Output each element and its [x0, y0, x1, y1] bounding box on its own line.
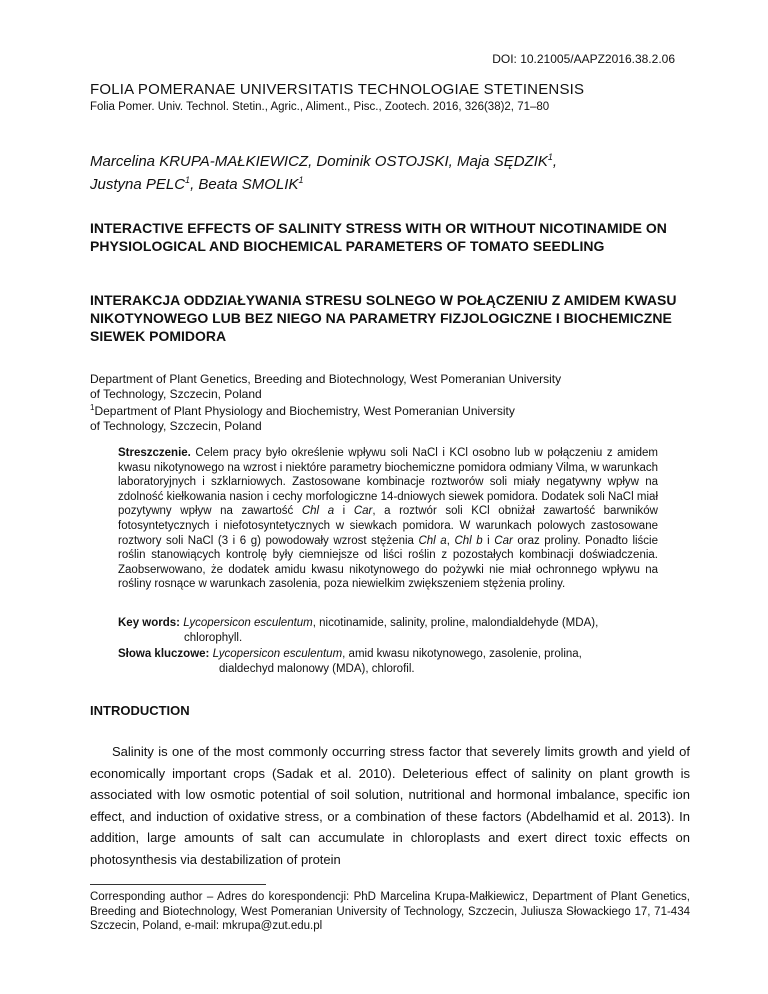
footnote-divider: [90, 884, 266, 885]
introduction-paragraph: Salinity is one of the most commonly occurring stress factor that severely limits growth and yield of economically important crops (Sadak et al. 2010). Deleterious effect of salinity on plant growth is associated with low osmotic potential of soil solution, nutritional and hormonal imbalance, specific ion effect, and induction of oxidative stress, or a combination of these factors (Abdelhamid et al. 2013). In addition, large amounts of salt can accumulate in chloroplasts and exert direct toxic effects on photosynthesis via destabilization of protein: [90, 744, 690, 867]
author-smolik: , Beata SMOLIK: [190, 176, 299, 193]
abstract-term: Chl a: [301, 505, 335, 518]
keywords-text: , amid kwasu nikotynowego, zasolenie, prolina,: [342, 648, 582, 660]
abstract-term: Car: [494, 534, 513, 547]
authors-punct: ,: [552, 153, 558, 170]
keywords-species: Lycopersicon esculentum: [183, 617, 313, 629]
journal-citation: Folia Pomer. Univ. Technol. Stetin., Agric., Aliment., Pisc., Zootech. 2016, 326(38)2, 71–80: [90, 101, 550, 113]
journal-name: FOLIA POMERANAE UNIVERSITATIS TECHNOLOGIAE STETINENSIS: [90, 81, 585, 98]
authors-line1: Marcelina KRUPA-MAŁKIEWICZ, Dominik OSTOJSKI, Maja SĘDZIK: [90, 153, 548, 170]
keywords-text: chlorophyll.: [184, 631, 243, 644]
abstract-term: Chl b: [454, 534, 483, 547]
keywords-text: , nicotinamide, salinity, proline, malondialdehyde (MDA),: [312, 617, 599, 629]
abstract-label: Streszczenie.: [118, 447, 191, 459]
abstract-term: Car: [353, 505, 373, 518]
abstract-text: Celem pracy było określenie wpływu soli NaCl i KCl osobno lub w połączeniu z amidem kwasu nikotynowego na wzrost i niektóre parametry biochemiczne pomidora odmiany Vilma, w warunkach laboratoryjnych i szklarniowych. Zastosowane kombinacje roztworów soli miały negatywny wpływ na zdolność kiełkowania nasion i cechy morfologiczne 14-dniowych siewek pomidora. Dodatek soli NaCl miał pozytywny wpływ na zawartość: [118, 447, 658, 518]
doi: DOI: 10.21005/AAPZ2016.38.2.06: [492, 52, 675, 66]
abstract-text: , a roztwór soli KCl obniżał zawartość barwników fotosyntetycznych i niefotosyntetycznych w siewkach pomidora. W warunkach polowych zastosowane roztwory soli NaCl (3 i 6 g) powodowały wzrost stężenia: [118, 505, 658, 547]
affil-line: of Technology, Szczecin, Poland: [90, 418, 262, 433]
title-english: INTERACTIVE EFFECTS OF SALINITY STRESS WITH OR WITHOUT NICOTINAMIDE ON PHYSIOLOGICAL AND BIOCHEMICAL PARAMETERS OF TOMATO SEEDLING: [90, 220, 667, 254]
title-polish: INTERAKCJA ODDZIAŁYWANIA STRESU SOLNEGO W POŁĄCZENIU Z AMIDEM KWASU NIKOTYNOWEGO LUB BEZ NIEGO NA PARAMETRY FIZJOLOGICZNE I BIOCHEMICZNE SIEWEK POMIDORA: [90, 292, 677, 344]
abstract-term: Chl a: [418, 534, 447, 547]
keywords-english: [118, 616, 658, 645]
keywords-polish: [118, 647, 658, 676]
abstract-text: oraz proliny. Ponadto liście roślin stanowiących kontrolę były ciemniejsze od liści roślin z pozostałych kombinacji doświadczenia. Zaobserwowano, że dodatek amidu kwasu nikotynowego do pożywki nie miał ochronnego wpływu na rośliny rosnące w warunkach zasolenia, poza niewielkim zwiększeniem stężenia proliny.: [118, 534, 659, 591]
affil-marker: 1: [90, 403, 95, 413]
footnote-corresponding-author: Corresponding author – Adres do korespondencji: PhD Marcelina Krupa-Małkiewicz, Department of Plant Genetics, Breeding and Biotechnology, West Pomeranian University of Technology, Szczecin, Juliusza Słowackiego 17, 71-434 Szczecin, Poland, e-mail: mkrupa@zut.edu.pl: [90, 891, 690, 932]
abstract-text: i: [334, 505, 354, 518]
abstract-text: i: [482, 534, 495, 547]
affil-line: Department of Plant Physiology and Biochemistry, West Pomeranian University: [94, 404, 515, 419]
keywords-text: dialdechyd malonowy (MDA), chlorofil.: [219, 662, 415, 675]
abstract-text: ,: [446, 534, 455, 547]
affil-marker: 1: [185, 175, 191, 185]
abstract: [118, 446, 658, 592]
affil-marker: 1: [547, 152, 553, 162]
keywords-label: Słowa kluczowe:: [118, 648, 210, 660]
affiliations: [90, 372, 690, 433]
affil-line: Department of Plant Genetics, Breeding and Biotechnology, West Pomeranian University: [90, 372, 562, 386]
keywords-species: Lycopersicon esculentum: [212, 648, 343, 660]
affil-marker: 1: [298, 175, 304, 185]
author-pelc: Justyna PELC: [90, 176, 186, 193]
section-heading-introduction: INTRODUCTION: [90, 703, 190, 718]
affil-line: of Technology, Szczecin, Poland: [90, 386, 262, 401]
keywords-label: Key words:: [118, 617, 180, 629]
authors: [90, 148, 690, 194]
